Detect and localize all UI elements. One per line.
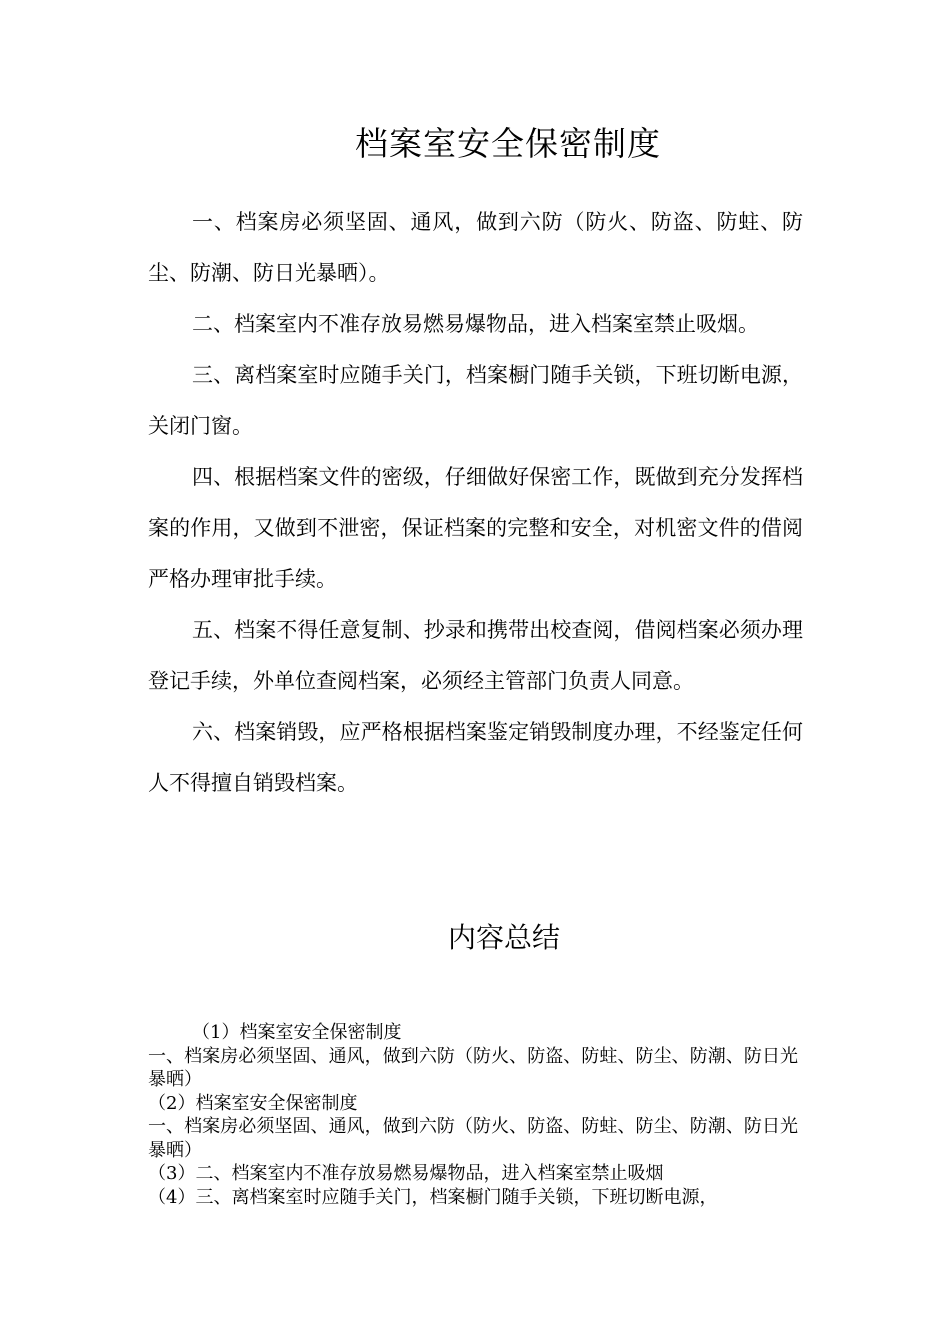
summary-section (148, 1021, 798, 1209)
summary-line-1: （1）档案室安全保密制度 (192, 1022, 402, 1043)
summary-line-3: （2）档案室安全保密制度 (148, 1092, 358, 1114)
document-body (148, 197, 803, 809)
summary-line-4: 一、档案房必须坚固、通风，做到六防（防火、防盗、防蛀、防尘、防潮、防日光暴晒） (148, 1116, 798, 1161)
rule-paragraph-6: 六、档案销毁，应严格根据档案鉴定销毁制度办理，不经鉴定任何人不得擅自销毁档案。 (148, 720, 803, 795)
summary-line-5: （3）二、档案室内不准存放易燃易爆物品，进入档案室禁止吸烟 (148, 1163, 664, 1184)
summary-line-2: 一、档案房必须坚固、通风，做到六防（防火、防盗、防蛀、防尘、防潮、防日光暴晒） (148, 1045, 798, 1090)
rule-paragraph-1: 一、档案房必须坚固、通风，做到六防（防火、防盗、防蛀、防尘、防潮、防日光暴晒）。 (148, 210, 803, 285)
rule-paragraph-3: 三、离档案室时应随手关门，档案橱门随手关锁，下班切断电源，关闭门窗。 (148, 363, 803, 438)
rule-paragraph-5: 五、档案不得任意复制、抄录和携带出校查阅，借阅档案必须办理登记手续，外单位查阅档案，必须经主管部门负责人同意。 (148, 618, 803, 693)
document-title: 档案室安全保密制度 (355, 124, 661, 163)
rule-paragraph-2: 二、档案室内不准存放易燃易爆物品，进入档案室禁止吸烟。 (192, 312, 759, 336)
summary-line-6: （4）三、离档案室时应随手关门，档案橱门随手关锁，下班切断电源， (148, 1186, 718, 1208)
rule-paragraph-4: 四、根据档案文件的密级，仔细做好保密工作，既做到充分发挥档案的作用，又做到不泄密，保证档案的完整和安全，对机密文件的借阅严格办理审批手续。 (148, 465, 803, 591)
summary-title: 内容总结 (447, 921, 560, 954)
